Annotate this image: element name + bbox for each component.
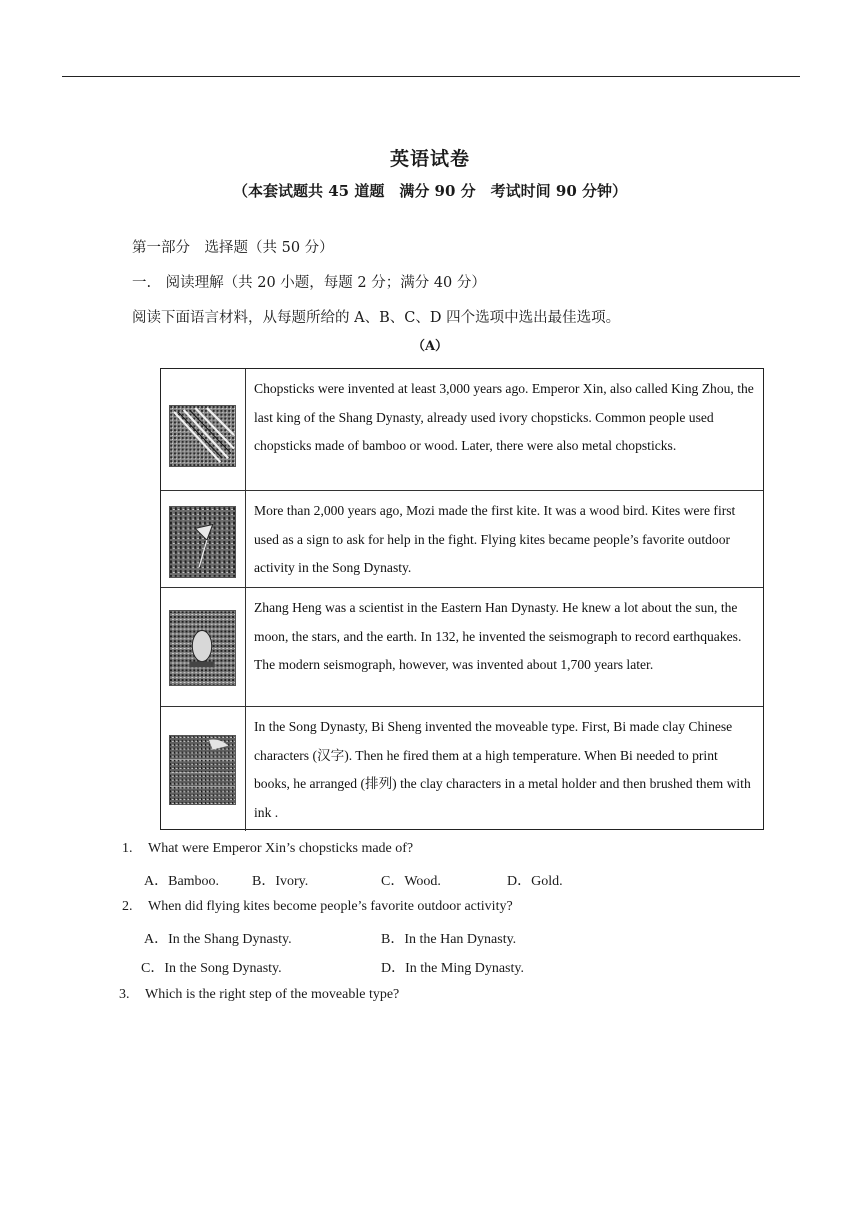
section-heading: 一. 阅读理解（共 20 小题，每题 2 分；满分 40 分） bbox=[132, 275, 486, 291]
option-d[interactable]: D．Gold. bbox=[507, 874, 563, 889]
image-cell bbox=[161, 707, 246, 831]
kite-image bbox=[169, 506, 236, 578]
passage-text: More than 2,000 years ago, Mozi made the first kite. It was a wood bird. Kites were first used as a sign to ask for help in the fight. Flying kites became people’s favorite outdoor activity in the Song Dynasty. bbox=[254, 503, 736, 575]
passage-row bbox=[161, 491, 763, 588]
question-stem: When did flying kites become people’s favorite outdoor activity? bbox=[148, 899, 513, 914]
chopsticks-image bbox=[169, 405, 236, 467]
top-rule bbox=[62, 76, 800, 77]
kite-picture bbox=[170, 507, 235, 577]
option-a[interactable]: A．In the Shang Dynasty. bbox=[144, 932, 292, 947]
image-cell bbox=[161, 588, 246, 706]
option-c[interactable]: C．Wood. bbox=[381, 874, 441, 889]
exam-title: 英语试卷 bbox=[389, 148, 470, 170]
passage-text: Chopsticks were invented at least 3,000 years ago. Emperor Xin, also called King Zhou, the last king of the Shang Dynasty, already used ivory chopsticks. Common people used chopsticks made of bamboo or wood. Later, there were also metal chopsticks. bbox=[254, 381, 754, 453]
image-cell bbox=[161, 369, 246, 490]
passage-text: In the Song Dynasty, Bi Sheng invented the moveable type. First, Bi made clay Chinese characters (汉字). Then he fired them at a high temperature. When Bi needed to print books, he arranged (排列) the clay characters in a metal holder and then brushed them with ink . bbox=[254, 719, 751, 820]
question-3 bbox=[119, 987, 399, 1003]
option-b[interactable]: B．Ivory. bbox=[252, 874, 309, 889]
part-heading: 第一部分 选择题（共 50 分） bbox=[132, 240, 334, 256]
question-number: 1. bbox=[122, 841, 133, 856]
option-a[interactable]: A．Bamboo. bbox=[144, 874, 220, 889]
instruction-text: 阅读下面语言材料，从每题所给的 A、B、C、D 四个选项中选出最佳选项。 bbox=[132, 310, 621, 326]
passage-row bbox=[161, 588, 763, 707]
passage-label: （A） bbox=[411, 339, 449, 354]
image-cell bbox=[161, 491, 246, 587]
question-1 bbox=[122, 841, 413, 857]
option-b[interactable]: B．In the Han Dynasty. bbox=[381, 932, 517, 947]
question-number: 3. bbox=[119, 987, 130, 1002]
moveable-type-picture bbox=[170, 736, 235, 804]
passage-text: Zhang Heng was a scientist in the Eastern Han Dynasty. He knew a lot about the sun, the moon, the stars, and the earth. In 132, he invented the seismograph to record earthquakes. The modern seismograph, however, was invented about 1,700 years later. bbox=[254, 600, 742, 672]
passage-row bbox=[161, 707, 763, 831]
moveable-type-image bbox=[169, 735, 236, 805]
passage-row bbox=[161, 369, 763, 491]
exam-subtitle: （本套试题共 45 道题 满分 90 分 考试时间 90 分钟） bbox=[233, 182, 627, 200]
question-stem: What were Emperor Xin’s chopsticks made of? bbox=[148, 841, 414, 856]
chopsticks-picture bbox=[170, 406, 235, 466]
seismograph-picture bbox=[170, 611, 235, 685]
option-d[interactable]: D．In the Ming Dynasty. bbox=[381, 961, 524, 976]
question-2 bbox=[122, 899, 513, 915]
seismograph-image bbox=[169, 610, 236, 686]
passage-table bbox=[160, 368, 764, 830]
question-number: 2. bbox=[122, 899, 133, 914]
question-stem: Which is the right step of the moveable type? bbox=[145, 987, 400, 1002]
option-c[interactable]: C．In the Song Dynasty. bbox=[141, 961, 282, 976]
